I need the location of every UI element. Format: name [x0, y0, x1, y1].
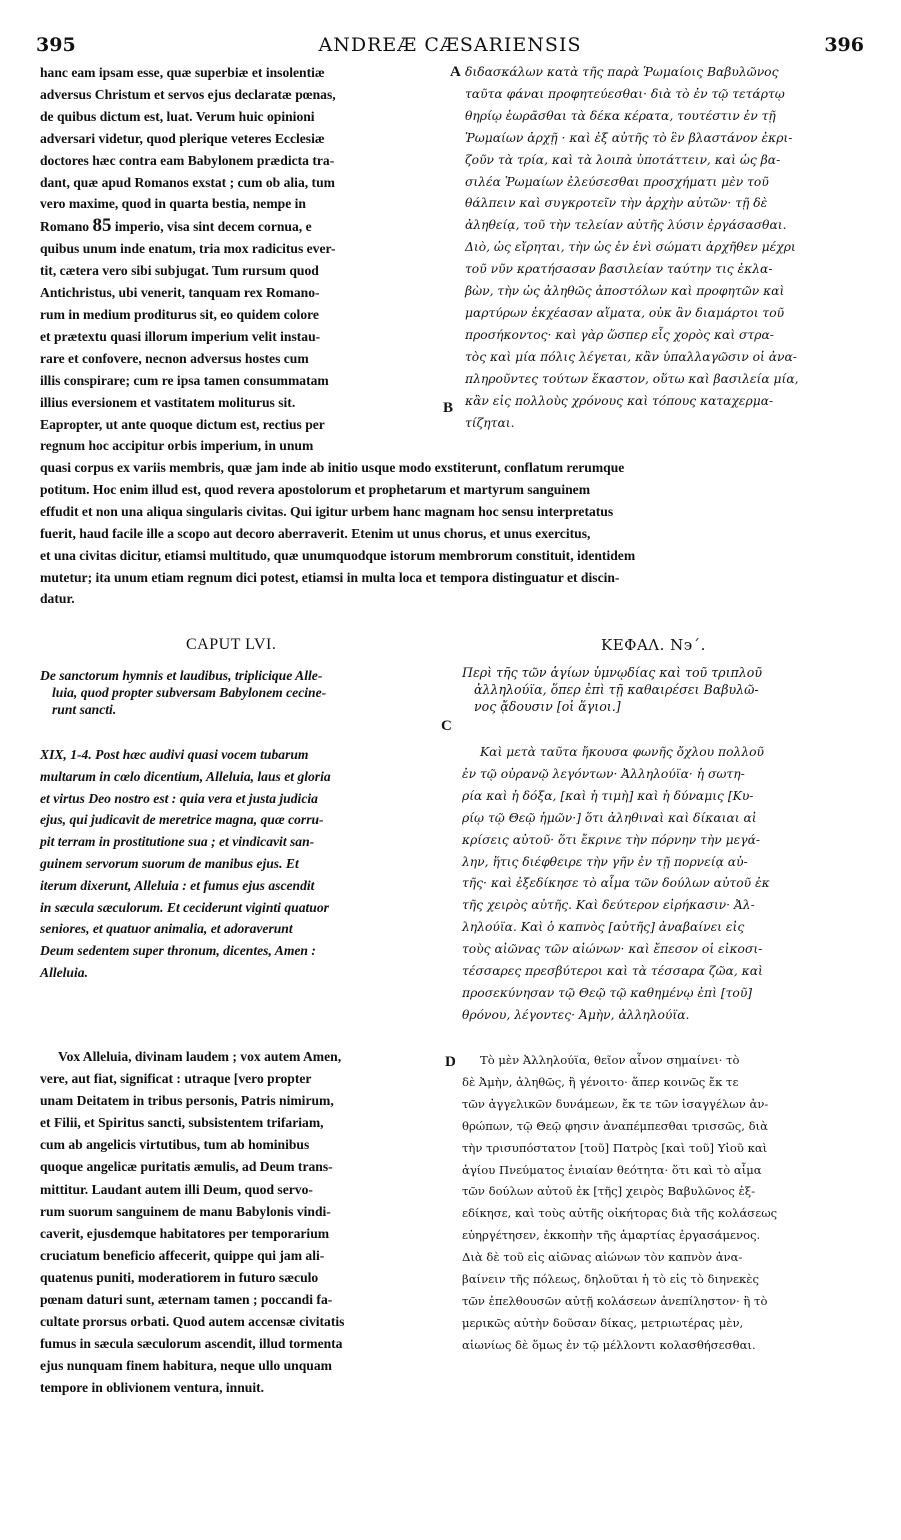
verse-line: τοὺς αἰῶνας τῶν αἰώνων· καὶ ἔπεσον οἱ εἰκοσι-: [462, 942, 763, 957]
commentary-line: δὲ Ἀμὴν, ἀληθῶς, ἢ γένοιτο· ἅπερ κοινῶς ἔκ τε: [462, 1074, 739, 1089]
greek-line: θηρίῳ ἑωρᾶσθαι τὰ δέκα κέρατα, τουτέστιν ἐν τῇ: [465, 108, 776, 123]
verse-line: ρίῳ τῷ Θεῷ ἡμῶν·] ὅτι ἀληθιναὶ καὶ δίκαιαι αἱ: [462, 810, 757, 825]
chapter-summary-greek: [462, 664, 862, 715]
greek-line: Διὸ, ὡς εἴρηται, τὴν ὡς ἐν ἑνὶ σώματι ἀρχῆθεν μέχρι: [465, 240, 796, 255]
latin-line: doctores hæc contra eam Babylonem prædicta tra-: [40, 152, 335, 168]
greek-line: πληροῦντες τούτων ἕκαστον, οὕτω καὶ βασιλεία μία,: [465, 371, 799, 386]
commentary-line: mittitur. Laudant autem illi Deum, quod servo-: [40, 1181, 313, 1197]
latin-line: rum in medium proditurus sit, eo quidem colore: [40, 306, 319, 322]
commentary-line: εὐηργέτησεν, ἐκκοπὴν τῆς ἁμαρτίας ἐργασάμενος.: [462, 1228, 761, 1243]
scripture-verses-greek: [462, 742, 862, 1027]
latin-line: regnum hoc accipitur orbis imperium, in unum: [40, 438, 314, 454]
verse-line: τῆς χειρὸς αὐτῆς. Καὶ δεύτερον εἰρήκασιν· Ἀλ-: [462, 898, 755, 913]
commentary-line: caverit, ejusdemque habitatores per temporarium: [40, 1225, 330, 1241]
commentary-line: τῶν δούλων αὐτοῦ ἐκ [τῆς] χειρὸς Βαβυλῶνος ἐξ-: [462, 1184, 756, 1199]
scripture-verses-latin: [40, 744, 424, 984]
commentary-line: cum ab angelicis virtutibus, tum ab hominibus: [40, 1137, 310, 1153]
verse-line: Alleluia.: [40, 964, 88, 980]
page-number-left: 395: [36, 34, 76, 56]
greek-column-top: [465, 62, 863, 434]
latin-line: hanc eam ipsam esse, quæ superbiæ et insolentiæ: [40, 65, 325, 80]
verse-line: et virtus Deo nostro est : quia vera et justa judicia: [40, 790, 318, 806]
latin-line: effudit et non una aliqua singularis civitas. Qui igitur urbem hanc magnam hoc sensu interpretatus: [40, 503, 614, 519]
latin-line: illius eversionem et vastitatem moliturus sit.: [40, 394, 296, 410]
chapter-heading-greek: ΚΕΦΑΛ. Ν϶΄.: [601, 636, 706, 654]
latin-line: rare et confovere, necnon adversus hostes cum: [40, 350, 309, 366]
latin-line: adversari videtur, quod plerique veteres Ecclesiæ: [40, 130, 325, 146]
latin-line: mutetur; ita unum etiam regnum dici potest, etiamsi in multa loca et tempora distinguatur et discin-: [40, 569, 620, 585]
latin-line: Romano: [40, 219, 90, 235]
commentary-line: quatenus puniti, moderatiorem in futuro sæculo: [40, 1269, 319, 1285]
latin-line: adversus Christum et servos ejus declaratæ pœnas,: [40, 86, 336, 102]
commentary-line: ejus nunquam finem habitura, neque ullo unquam: [40, 1358, 332, 1374]
verse-line: guinem servorum suorum de manibus ejus. Et: [40, 855, 299, 871]
latin-line: dant, quæ apud Romanos exstat ; cum ob alia, tum: [40, 174, 335, 190]
verse-line: κρίσεις αὐτοῦ· ὅτι ἔκρινε τὴν πόρνην τὴν μεγά-: [462, 832, 761, 847]
latin-line: et una civitas dicitur, etiamsi multitudo, quæ unumquodque istorum membrorum constituit, identidem: [40, 547, 636, 563]
commentary-latin: [40, 1046, 424, 1400]
verse-line: ληλούϊα. Καὶ ὁ καπνὸς [αὐτῆς] ἀναβαίνει εἰς: [462, 920, 745, 935]
latin-line-with-column-number: [40, 215, 426, 238]
greek-line: διδασκάλων κατὰ τῆς παρὰ Ῥωμαίοις Βαβυλῶνος: [465, 65, 779, 79]
margin-marker-b: B: [443, 400, 454, 416]
latin-line: tit, cætera vero sibi subjugat. Tum rursum quod: [40, 263, 319, 279]
latin-column-top: [40, 62, 426, 457]
commentary-line: quoque angelicæ puritatis æmulis, ad Deum trans-: [40, 1159, 333, 1175]
commentary-line: fumus in sæcula sæculorum ascendit, illud tormenta: [40, 1336, 343, 1352]
greek-line: σιλέα Ῥωμαίων ἐλεύσεσθαι προσχήματι μὲν τοῦ: [465, 174, 769, 189]
verse-line: ἐν τῷ οὐρανῷ λεγόντων· Ἀλληλούϊα· ἡ σωτη-: [462, 766, 745, 781]
commentary-line: et Filii, et Spiritus sancti, subsistentem trifariam,: [40, 1115, 324, 1131]
summary-line: De sanctorum hymnis et laudibus, triplicique Alle-: [40, 668, 323, 683]
commentary-line: vere, aut fiat, significat : utraque [vero propter: [40, 1071, 312, 1087]
greek-line: τοῦ νῦν κρατήσασαν βασιλείαν ταύτην τις ἐκλα-: [465, 262, 773, 277]
greek-line: βὼν, τὴν ὡς ἀληθῶς ἀποστόλων καὶ προφητῶν καὶ: [465, 284, 785, 299]
greek-line: θάλπειν καὶ συγκροτεῖν τὴν ἀρχὴν αὐτῶν· τῇ δὲ: [465, 196, 768, 211]
commentary-line: rum suorum sanguinem de manu Babylonis vindi-: [40, 1203, 331, 1219]
greek-line: ζοῦν τὰ τρία, καὶ τὰ λοιπὰ ὑποτάττειν, καὶ ὡς βα-: [465, 152, 781, 167]
greek-line: μαρτύρων ἐκχέασαν αἵματα, οὐκ ἂν διαμάρτοι τοῦ: [465, 305, 785, 320]
commentary-greek: [462, 1050, 862, 1357]
commentary-line: τῶν ἐπελθουσῶν αὐτῇ κολάσεων ἀνεπίληστον· ἢ τὸ: [462, 1293, 768, 1308]
commentary-line: cruciatum beneficio affecerit, quippe qui jam ali-: [40, 1247, 325, 1263]
latin-line: et prætextu quasi illorum imperium velit instau-: [40, 328, 321, 344]
latin-line: imperio, visa sint decem cornua, e: [114, 219, 312, 235]
latin-line: quasi corpus ex variis membris, quæ jam inde ab initio usque modo exstiterunt, conflatum rerumque: [40, 460, 625, 475]
commentary-line: εδίκησε, καὶ τοὺς αὐτῆς οἰκήτορας διὰ τῆς κολάσεως: [462, 1206, 778, 1221]
chapter-summary-latin: [40, 667, 424, 718]
latin-line: Antichristus, ubi venerit, tanquam rex Romano-: [40, 285, 320, 301]
verse-line: θρόνου, λέγοντες· Ἀμὴν, ἀλληλούϊα.: [462, 1007, 690, 1022]
verse-line: τέσσαρες πρεσβύτεροι καὶ τὰ τέσσαρα ζῶα, καὶ: [462, 964, 763, 979]
commentary-line: pœnam daturi sunt, æternam tamen ; poccandi fa-: [40, 1292, 333, 1308]
commentary-line: Τὸ μὲν Ἀλληλούϊα, θεῖον αἶνον σημαίνει· τὸ: [480, 1053, 740, 1067]
verse-line: ejus, qui judicavit de meretrice magna, quæ corru-: [40, 812, 324, 828]
latin-line: vero maxime, quod in quarta bestia, nempe in: [40, 196, 306, 212]
summary-line: Περὶ τῆς τῶν ἁγίων ὑμνῳδίας καὶ τοῦ τριπλοῦ: [462, 665, 763, 680]
verse-line: multarum in cœlo dicentium, Alleluia, laus et gloria: [40, 768, 331, 784]
verse-line: seniores, et quatuor animalia, et adoraverunt: [40, 921, 293, 937]
verse-line: XIX, 1-4. Post hæc audivi quasi vocem tubarum: [40, 747, 309, 762]
chapter-heading-latin: CAPUT LVI.: [186, 636, 277, 653]
commentary-line: Vox Alleluia, divinam laudem ; vox autem Amen,: [58, 1049, 342, 1064]
verse-line: τῆς· καὶ ἐξεδίκησε τὸ αἷμα τῶν δούλων αὐτοῦ ἐκ: [462, 876, 770, 891]
margin-marker-a: A: [450, 64, 461, 80]
greek-line: ἀληθείᾳ, τοῦ τὴν τελείαν αὐτῆς λύσιν ἐργάσασθαι.: [465, 218, 787, 233]
page-header: [36, 34, 864, 60]
commentary-line: τῶν ἀγγελικῶν δυνάμεων, ἔκ τε τῶν ἰσαγγέλων ἀν-: [462, 1096, 769, 1111]
verse-line: iterum dixerunt, Alleluia : et fumus ejus ascendit: [40, 877, 315, 893]
latin-line: Eapropter, ut ante quoque dictum est, rectius per: [40, 416, 325, 432]
greek-line: Ῥωμαίων ἀρχῇ · καὶ ἐξ αὐτῆς τὸ ἓν βλαστάνον ἐκρι-: [465, 130, 793, 145]
verse-line: Deum sedentem super thronum, dicentes, Amen :: [40, 943, 316, 959]
commentary-line: τὴν τρισυπόστατον [τοῦ] Πατρὸς [καὶ τοῦ] Υἱοῦ καὶ: [462, 1140, 768, 1155]
summary-line: runt sancti.: [52, 702, 117, 717]
greek-line: τὸς καὶ μία πόλις λέγεται, κἂν ὑπαλλαγῶσιν οἱ ἀνα-: [465, 349, 797, 364]
verse-line: Καὶ μετὰ ταῦτα ἤκουσα φωνῆς ὄχλου πολλοῦ: [480, 745, 765, 759]
commentary-line: Διὰ δὲ τοῦ εἰς αἰῶνας αἰώνων τὸν καπνὸν ἀνα-: [462, 1250, 743, 1265]
summary-line: luia, quod propter subversam Babylonem cecine-: [52, 685, 327, 700]
commentary-line: cultate prorsus orbati. Quod autem accensæ civitatis: [40, 1314, 345, 1330]
greek-line: κἂν εἰς πολλοὺς χρόνους καὶ τόπους καταχερμα-: [465, 393, 774, 408]
commentary-line: unam Deitatem in tribus personis, Patris nimirum,: [40, 1093, 334, 1109]
commentary-line: θρώπων, τῷ Θεῷ φησιν ἀναπέμπεσθαι τρισσῶς, διὰ: [462, 1118, 768, 1133]
commentary-line: tempore in oblivionem ventura, innuit.: [40, 1380, 265, 1396]
latin-line: de quibus dictum est, luat. Verum huic opinioni: [40, 108, 315, 124]
verse-line: ρία καὶ ἡ δόξα, [καὶ ἡ τιμὴ] καὶ ἡ δύναμις [Κυ-: [462, 788, 754, 803]
running-title: ANDREÆ CÆSARIENSIS: [318, 34, 582, 56]
verse-line: in sæcula sæculorum. Et ceciderunt viginti quatuor: [40, 899, 329, 915]
latin-line: datur.: [40, 591, 75, 607]
latin-full-width-paragraph: [40, 457, 862, 610]
summary-line: νος ᾄδουσιν [οἱ ἅγιοι.]: [474, 699, 621, 714]
margin-marker-d: D: [445, 1054, 456, 1070]
summary-line: ἀλληλούϊα, ὅπερ ἐπὶ τῇ καθαιρέσει Βαβυλῶ-: [474, 682, 759, 697]
commentary-line: μερικῶς αὐτὴν δοῦσαν δίκας, μετριωτέρας μὲν,: [462, 1315, 744, 1330]
greek-line: τίζηται.: [465, 415, 515, 430]
commentary-line: ἁγίου Πνεύματος ἑνιαίαν θεότητα· ὅτι καὶ τὸ αἷμα: [462, 1162, 762, 1177]
latin-line: illis conspirare; cum re ipsa tamen consummatam: [40, 372, 329, 388]
page-number-right: 396: [824, 34, 864, 56]
latin-line: fuerit, haud facile ille a scopo aut decoro aberraverit. Etenim ut unus chorus, et unus exercitus,: [40, 525, 591, 541]
column-number: 85: [92, 215, 112, 237]
greek-line: ταῦτα φάναι προφητεύεσθαι· διὰ τὸ ἐν τῷ τετάρτῳ: [465, 86, 785, 101]
verse-line: λην, ἥτις διέφθειρε τὴν γῆν ἐν τῇ πορνείᾳ αὐ-: [462, 854, 748, 869]
greek-line: προσήκοντος· καὶ γὰρ ὥσπερ εἷς χορὸς καὶ στρα-: [465, 327, 774, 342]
commentary-line: αἰωνίως δὲ ὅμως ἐν τῷ μέλλοντι κολασθήσεσθαι.: [462, 1337, 756, 1352]
margin-marker-c: C: [441, 718, 452, 734]
latin-line: potitum. Hoc enim illud est, quod revera apostolorum et prophetarum et martyrum sanguinem: [40, 481, 591, 497]
verse-line: προσεκύνησαν τῷ Θεῷ τῷ καθημένῳ ἐπὶ [τοῦ]: [462, 985, 753, 1000]
commentary-line: βαίνειν τῆς πόλεως, δηλοῦται ἡ τὸ εἰς τὸ διηνεκὲς: [462, 1272, 760, 1287]
latin-line: quibus unum inde enatum, tria mox radicitus ever-: [40, 241, 336, 257]
verse-line: pit terram in prostitutione sua ; et vindicavit san-: [40, 834, 315, 850]
